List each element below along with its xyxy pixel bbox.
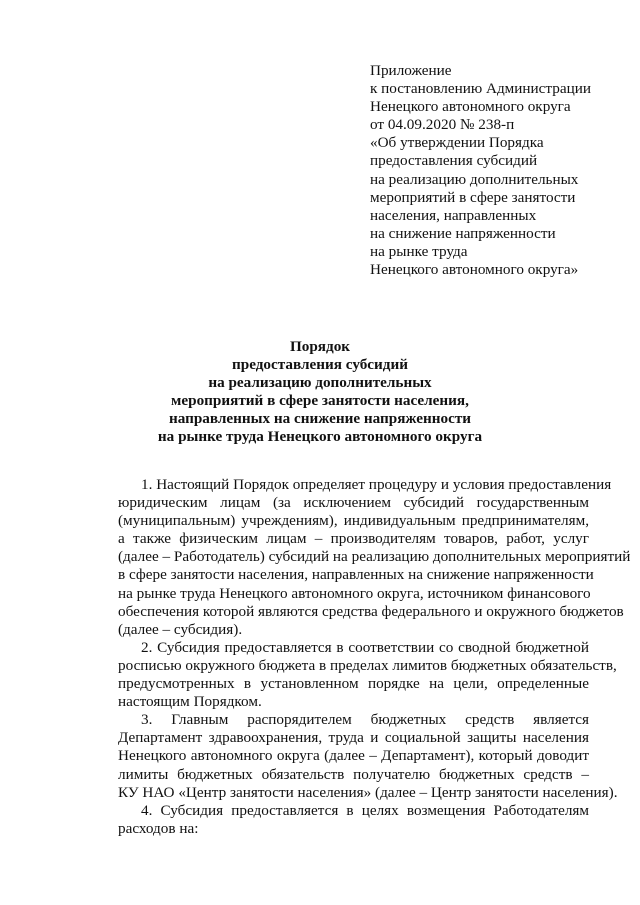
paragraph-3 [118,711,618,801]
paragraph-2 [118,638,617,711]
appendix-line: населения, направленных [370,206,537,224]
appendix-line: от 04.09.2020 № 238-п [370,116,515,134]
appendix-header [370,62,620,279]
appendix-line: на снижение напряженности [370,224,556,242]
paragraph-line: обеспечения которой являются средства федерального и окружного бюджетов [118,602,624,620]
paragraph-line: 1. Настоящий Порядок определяет процедуру и условия предоставления [141,476,612,493]
paragraph-4 [118,802,589,838]
title-line: предоставления субсидий [232,356,408,374]
paragraph-line: 4. Субсидия предоставляется в целях возмещения Работодателям [141,801,589,819]
document-title [100,338,540,447]
title-line: направленных на снижение напряженности [168,410,472,428]
title-line: на реализацию дополнительных [208,374,432,392]
appendix-line: мероприятий в сфере занятости [370,188,576,206]
paragraph-line: КУ НАО «Центр занятости населения» (далее – Центр занятости населения). [118,783,618,801]
appendix-line: к постановлению Администрации [370,80,591,98]
appendix-line: «Об утверждении Порядка [370,134,544,152]
appendix-line: на реализацию дополнительных [370,170,579,188]
title-heading: Порядок [289,338,351,355]
paragraph-line: юридическим лицам (за исключением субсидий государственным [118,494,589,512]
paragraph-line: настоящим Порядком. [118,693,262,711]
paragraph-line: (муниципальным) учреждениям), индивидуальным предпринимателям, [118,512,589,530]
paragraph-1 [118,476,631,639]
appendix-line: Приложение [370,62,452,79]
paragraph-line: (далее – субсидия). [118,620,243,638]
title-line: мероприятий в сфере занятости населения, [171,392,469,410]
paragraph-line: в сфере занятости населения, направленных на снижение напряженности [118,566,594,584]
document-body [118,476,631,838]
paragraph-line: 3. Главным распорядителем бюджетных средств является [141,711,589,729]
paragraph-line: на рынке труда Ненецкого автономного округа, источником финансового [118,584,591,602]
paragraph-line: лимиты бюджетных обязательств получателю бюджетных средств – [118,765,589,783]
paragraph-line: росписью окружного бюджета в пределах лимитов бюджетных обязательств, [118,656,617,674]
paragraph-line: а также физическим лицам – производителям товаров, работ, услуг [118,530,589,548]
paragraph-line: предусмотренных в установленном порядке на цели, определенные [118,675,589,693]
paragraph-line: (далее – Работодатель) субсидий на реализацию дополнительных мероприятий [118,548,631,566]
appendix-line: Ненецкого автономного округа» [370,261,579,279]
appendix-line: предоставления субсидий [370,152,538,170]
paragraph-line: Ненецкого автономного округа (далее – Департамент), который доводит [118,747,589,765]
paragraph-line: расходов на: [118,819,199,837]
appendix-line: на рынке труда [370,242,468,260]
title-line: на рынке труда Ненецкого автономного округа [157,428,483,446]
paragraph-line: Департамент здравоохранения, труда и социальной защиты населения [118,729,589,747]
appendix-line: Ненецкого автономного округа [370,98,571,116]
paragraph-line: 2. Субсидия предоставляется в соответствии со сводной бюджетной [141,638,589,656]
